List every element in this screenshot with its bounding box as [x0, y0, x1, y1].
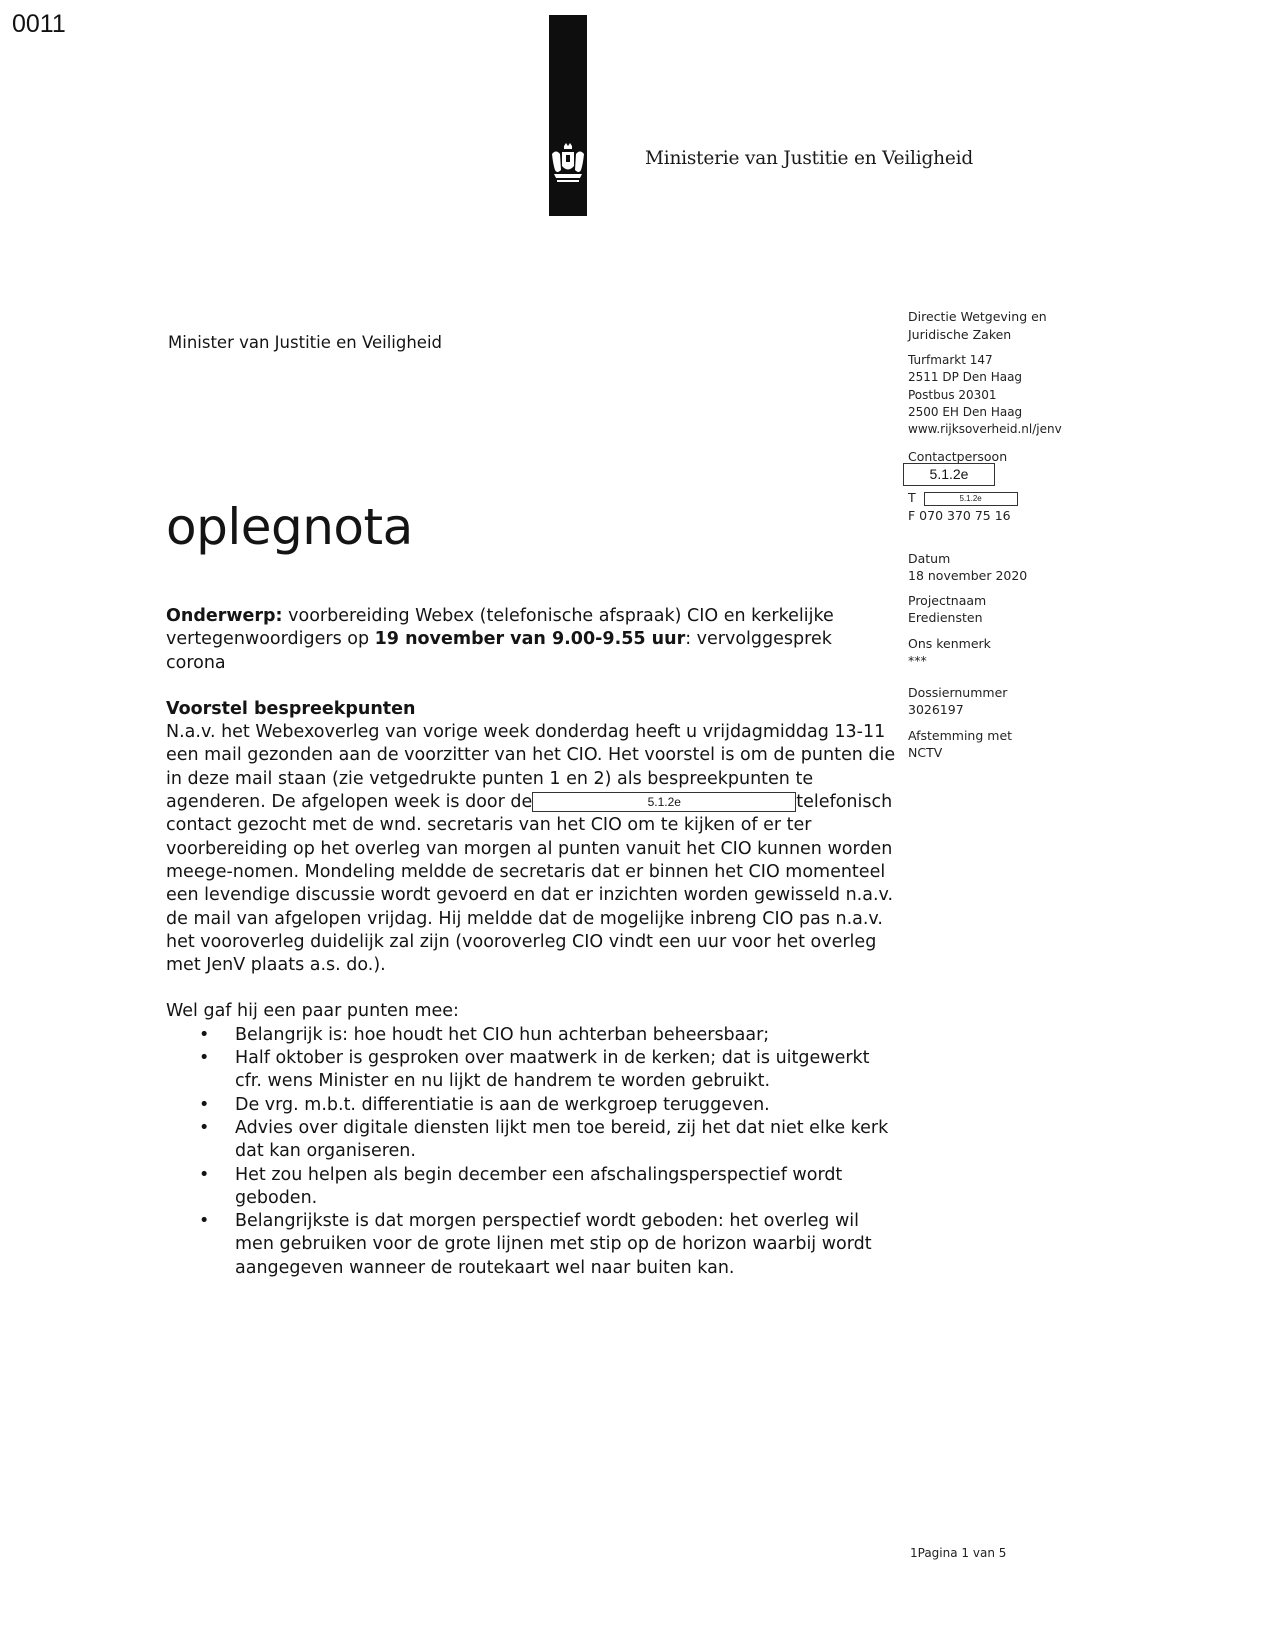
contact-redaction: 5.1.2e — [903, 463, 995, 486]
list-item: • Belangrijkste is dat morgen perspectief wordt geboden: het overleg wil men gebruiken voor de grote lijnen met stip op de horizon waarbij wordt aangegeven wanneer de routekaart wel naar buiten kan. — [235, 1210, 896, 1280]
date-value: 18 november 2020 — [908, 568, 1028, 583]
website-link[interactable]: www.rijksoverheid.nl/jenv — [908, 422, 1062, 437]
subject-paragraph: Onderwerp: voorbereiding Webex (telefonische afspraak) CIO en kerkelijke vertegenwoordigers op 19 november van 9.00-9.55 uur: vervolggesprek corona — [166, 606, 834, 673]
address-block: Turfmarkt 147 2511 DP Den Haag Postbus 20301 2500 EH Den Haag www.rijksoverheid.nl/jenv — [908, 352, 1108, 438]
list-item: • De vrg. m.b.t. differentiatie is aan de werkgroep teruggeven. — [235, 1094, 896, 1117]
department-name: Directie Wetgeving en Juridische Zaken — [908, 309, 1047, 342]
dossier-label: Dossiernummer — [908, 685, 1008, 700]
phone-redaction: 5.1.2e — [924, 492, 1018, 506]
coordination-value: NCTV — [908, 745, 943, 760]
meeting-time: 19 november van 9.00-9.55 uur — [374, 629, 686, 650]
coordination-label: Afstemming met — [908, 728, 1013, 743]
reference-label: Ons kenmerk — [908, 636, 991, 651]
list-item: • Advies over digitale diensten lijkt men toe bereid, zij het dat niet elke kerk dat kan organiseren. — [235, 1117, 896, 1164]
dutch-coat-of-arms-icon — [549, 140, 587, 198]
project-value: Erediensten — [908, 610, 983, 625]
list-item: • Belangrijk is: hoe houdt het CIO hun achterban beheersbaar; — [235, 1024, 896, 1047]
contact-label: Contactpersoon — [908, 449, 1008, 464]
list-item: • Half oktober is gesproken over maatwerk in de kerken; dat is uitgewerkt cfr. wens Minister en nu lijkt de handrem te worden gebruikt. — [235, 1047, 896, 1094]
name-redaction: 5.1.2e — [532, 792, 796, 812]
recipient: Minister van Justitie en Veiligheid — [168, 333, 443, 352]
date-label: Datum — [908, 551, 951, 566]
points-intro: Wel gaf hij een paar punten mee: — [166, 1001, 459, 1022]
page-stamp: 0011 — [12, 10, 66, 38]
document-title: oplegnota — [166, 498, 413, 556]
reference-value: *** — [908, 653, 927, 668]
memo-body — [166, 605, 896, 1280]
phone-line: T 5.1.2e — [908, 489, 1108, 507]
points-list — [166, 1024, 896, 1280]
dossier-value: 3026197 — [908, 702, 964, 717]
proposal-paragraph: N.a.v. het Webexoverleg van vorige week donderdag heeft u vrijdagmiddag 13-11 een mail gezonden aan de voorzitter van het CIO. Het voorstel is om de punten die in deze mail staan (zie vetgedrukte punten 1 en 2) als bespreekpunten te agenderen. De afgelopen week is door de 5.1.2e telefonisch contact gezocht met de wnd. secretaris van het CIO om te kijken of er ter voorbereiding op het overleg van morgen al punten vanuit het CIO kunnen worden meege-nomen. Mondeling meldde de secretaris dat er binnen het CIO momenteel een levendige discussie wordt gevoerd en dat er inzichten worden gewisseld n.a.v. de mail van afgelopen vrijdag. Hij meldde dat de mogelijke inbreng CIO pas n.a.v. het vooroverleg duidelijk zal zijn (vooroverleg CIO vindt een uur voor het overleg met JenV plaats a.s. do.). — [166, 722, 896, 976]
project-label: Projectnaam — [908, 593, 987, 608]
proposal-heading: Voorstel bespreekpunten — [166, 698, 416, 719]
subject-label: Onderwerp: — [166, 606, 283, 626]
ministry-name: Ministerie van Justitie en Veiligheid — [645, 148, 973, 169]
list-item: • Het zou helpen als begin december een afschalingsperspectief wordt geboden. — [235, 1164, 896, 1211]
fax-line: F 070 370 75 16 — [908, 508, 1011, 523]
page-footer: 1Pagina 1 van 5 — [910, 1546, 1007, 1560]
